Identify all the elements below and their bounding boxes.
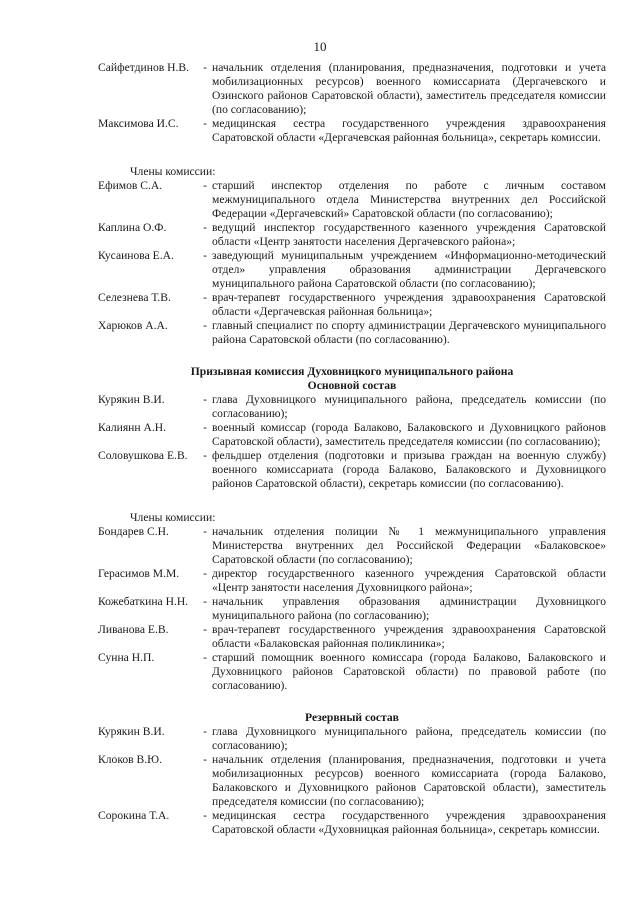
person-position: главный специалист по спорту администрации Дергачевского муниципального района Саратовской области (по согласованию). <box>212 319 606 346</box>
person-row <box>98 595 606 623</box>
reserve-composition-title: Резервный состав <box>305 711 399 724</box>
dash: - <box>203 61 207 74</box>
person-row <box>98 421 606 449</box>
person-name: Герасимов М.М. <box>98 567 180 580</box>
commission-title: Призывная комиссия Духовницкого муниципального района <box>190 365 514 378</box>
dash: - <box>203 117 207 130</box>
person-position: фельдшер отделения (подготовки и призыва граждан на военную службу) военного комиссариата (города Балаково, Балаковского и Духовницкого районов Саратовской области), секретарь комиссии (по согласованию). <box>212 449 606 490</box>
person-row <box>98 393 606 421</box>
dash: - <box>203 179 207 192</box>
person-name: Сорокина Т.А. <box>98 809 170 822</box>
main-composition-leaders <box>98 393 606 491</box>
person-position: начальник управления образования администрации Духовницкого муниципального района (по согласованию); <box>212 595 606 622</box>
person-name: Ливанова Е.В. <box>98 623 169 636</box>
dash: - <box>203 809 207 822</box>
person-name: Соловушкова Е.В. <box>98 449 188 462</box>
person-name: Курякин В.И. <box>98 725 165 738</box>
dash: - <box>203 567 207 580</box>
person-row <box>98 623 606 651</box>
main-composition-title: Основной состав <box>307 379 397 392</box>
dash: - <box>203 753 207 766</box>
person-position: медицинская сестра государственного учреждения здравоохранения Саратовской области «Дергачевская районная больница», секретарь комиссии. <box>212 117 606 144</box>
person-name: Клоков В.Ю. <box>98 753 162 766</box>
person-row <box>98 319 606 347</box>
person-position: директор государственного казенного учреждения Саратовской области «Центр занятости населения Духовницкого района»; <box>212 567 606 594</box>
person-row <box>98 117 606 145</box>
person-position: начальник отделения полиции № 1 межмуниципального управления Министерства внутренних дел Российской Федерации «Балаковское» Саратовской области (по согласованию); <box>212 525 606 566</box>
main-composition-members <box>98 525 606 693</box>
page-number: 10 <box>313 39 327 54</box>
person-row <box>98 567 606 595</box>
person-row <box>98 753 606 809</box>
document-body <box>98 61 606 837</box>
person-position: военный комиссар (города Балаково, Балаковского и Духовницкого районов Саратовской области), заместитель председателя комиссии (по согласованию); <box>212 421 606 448</box>
person-name: Калиянн А.Н. <box>98 421 167 434</box>
dash: - <box>203 595 207 608</box>
prev-commission-leaders <box>98 61 606 145</box>
person-row <box>98 179 606 221</box>
dash: - <box>203 449 207 462</box>
person-position: глава Духовницкого муниципального района, председатель комиссии (по согласованию); <box>212 393 606 420</box>
dash: - <box>203 421 207 434</box>
dash: - <box>203 651 207 664</box>
person-row <box>98 525 606 567</box>
prev-commission-members <box>98 179 606 347</box>
person-row <box>98 221 606 249</box>
person-position: старший инспектор отделения по работе с личным составом межмуниципального отдела Министерства внутренних дел Российской Федерации «Дергачевский» Саратовской области (по согласованию); <box>212 179 606 220</box>
members-label: Члены комиссии: <box>130 165 216 178</box>
dash: - <box>203 393 207 406</box>
person-position: врач-терапевт государственного учреждения здравоохранения Саратовской области «Дергачевская районная больница»; <box>212 291 606 318</box>
members-label: Члены комиссии: <box>130 511 216 524</box>
dash: - <box>203 623 207 636</box>
person-position: старший помощник военного комиссара (города Балаково, Балаковского и Духовницкого районов Саратовской области) по правовой работе (по согласованию). <box>212 651 606 692</box>
person-position: ведущий инспектор государственного казенного учреждения Саратовской области «Центр занятости населения Дергачевского района»; <box>212 221 606 248</box>
dash: - <box>203 319 207 332</box>
person-row <box>98 449 606 491</box>
person-name: Максимова И.С. <box>98 117 179 130</box>
dash: - <box>203 249 207 262</box>
person-position: медицинская сестра государственного учреждения здравоохранения Саратовской области «Духовницкая районная больница», секретарь комиссии. <box>212 809 606 836</box>
dash: - <box>203 291 207 304</box>
person-row <box>98 291 606 319</box>
person-row <box>98 61 606 117</box>
person-name: Сунна Н.П. <box>98 651 155 664</box>
person-name: Ефимов С.А. <box>98 179 163 192</box>
person-name: Бондарев С.Н. <box>98 525 169 538</box>
dash: - <box>203 725 207 738</box>
person-name: Селезнева Т.В. <box>98 291 171 304</box>
person-position: заведующий муниципальным учреждением «Информационно-методический отдел» управления образования администрации Дергачевского муниципального района Саратовской области (по согласованию); <box>212 249 606 290</box>
person-row <box>98 725 606 753</box>
dash: - <box>203 221 207 234</box>
person-name: Кожебаткина Н.Н. <box>98 595 189 608</box>
reserve-composition-rows <box>98 725 606 837</box>
person-name: Каплина О.Ф. <box>98 221 167 234</box>
person-name: Курякин В.И. <box>98 393 165 406</box>
person-row <box>98 809 606 837</box>
person-position: начальник отделения (планирования, предназначения, подготовки и учета мобилизационных ресурсов) военного комиссариата (города Балаково, Балаковского и Духовницкого районов Саратовской области), заместитель председателя комиссии (по согласованию); <box>212 753 606 808</box>
person-name: Харюков А.А. <box>98 319 168 332</box>
dash: - <box>203 525 207 538</box>
person-position: глава Духовницкого муниципального района, председатель комиссии (по согласованию); <box>212 725 606 752</box>
person-name: Сайфетдинов Н.В. <box>98 61 190 74</box>
person-position: врач-терапевт государственного учреждения здравоохранения Саратовской области «Балаковская районная поликлиника»; <box>212 623 606 650</box>
person-position: начальник отделения (планирования, предназначения, подготовки и учета мобилизационных ресурсов) военного комиссариата (Дергачевского и Озинского районов Саратовской области), заместитель председателя комиссии (по согласованию); <box>212 61 606 116</box>
person-name: Кусаинова Е.А. <box>98 249 174 262</box>
person-row <box>98 249 606 291</box>
person-row <box>98 651 606 693</box>
